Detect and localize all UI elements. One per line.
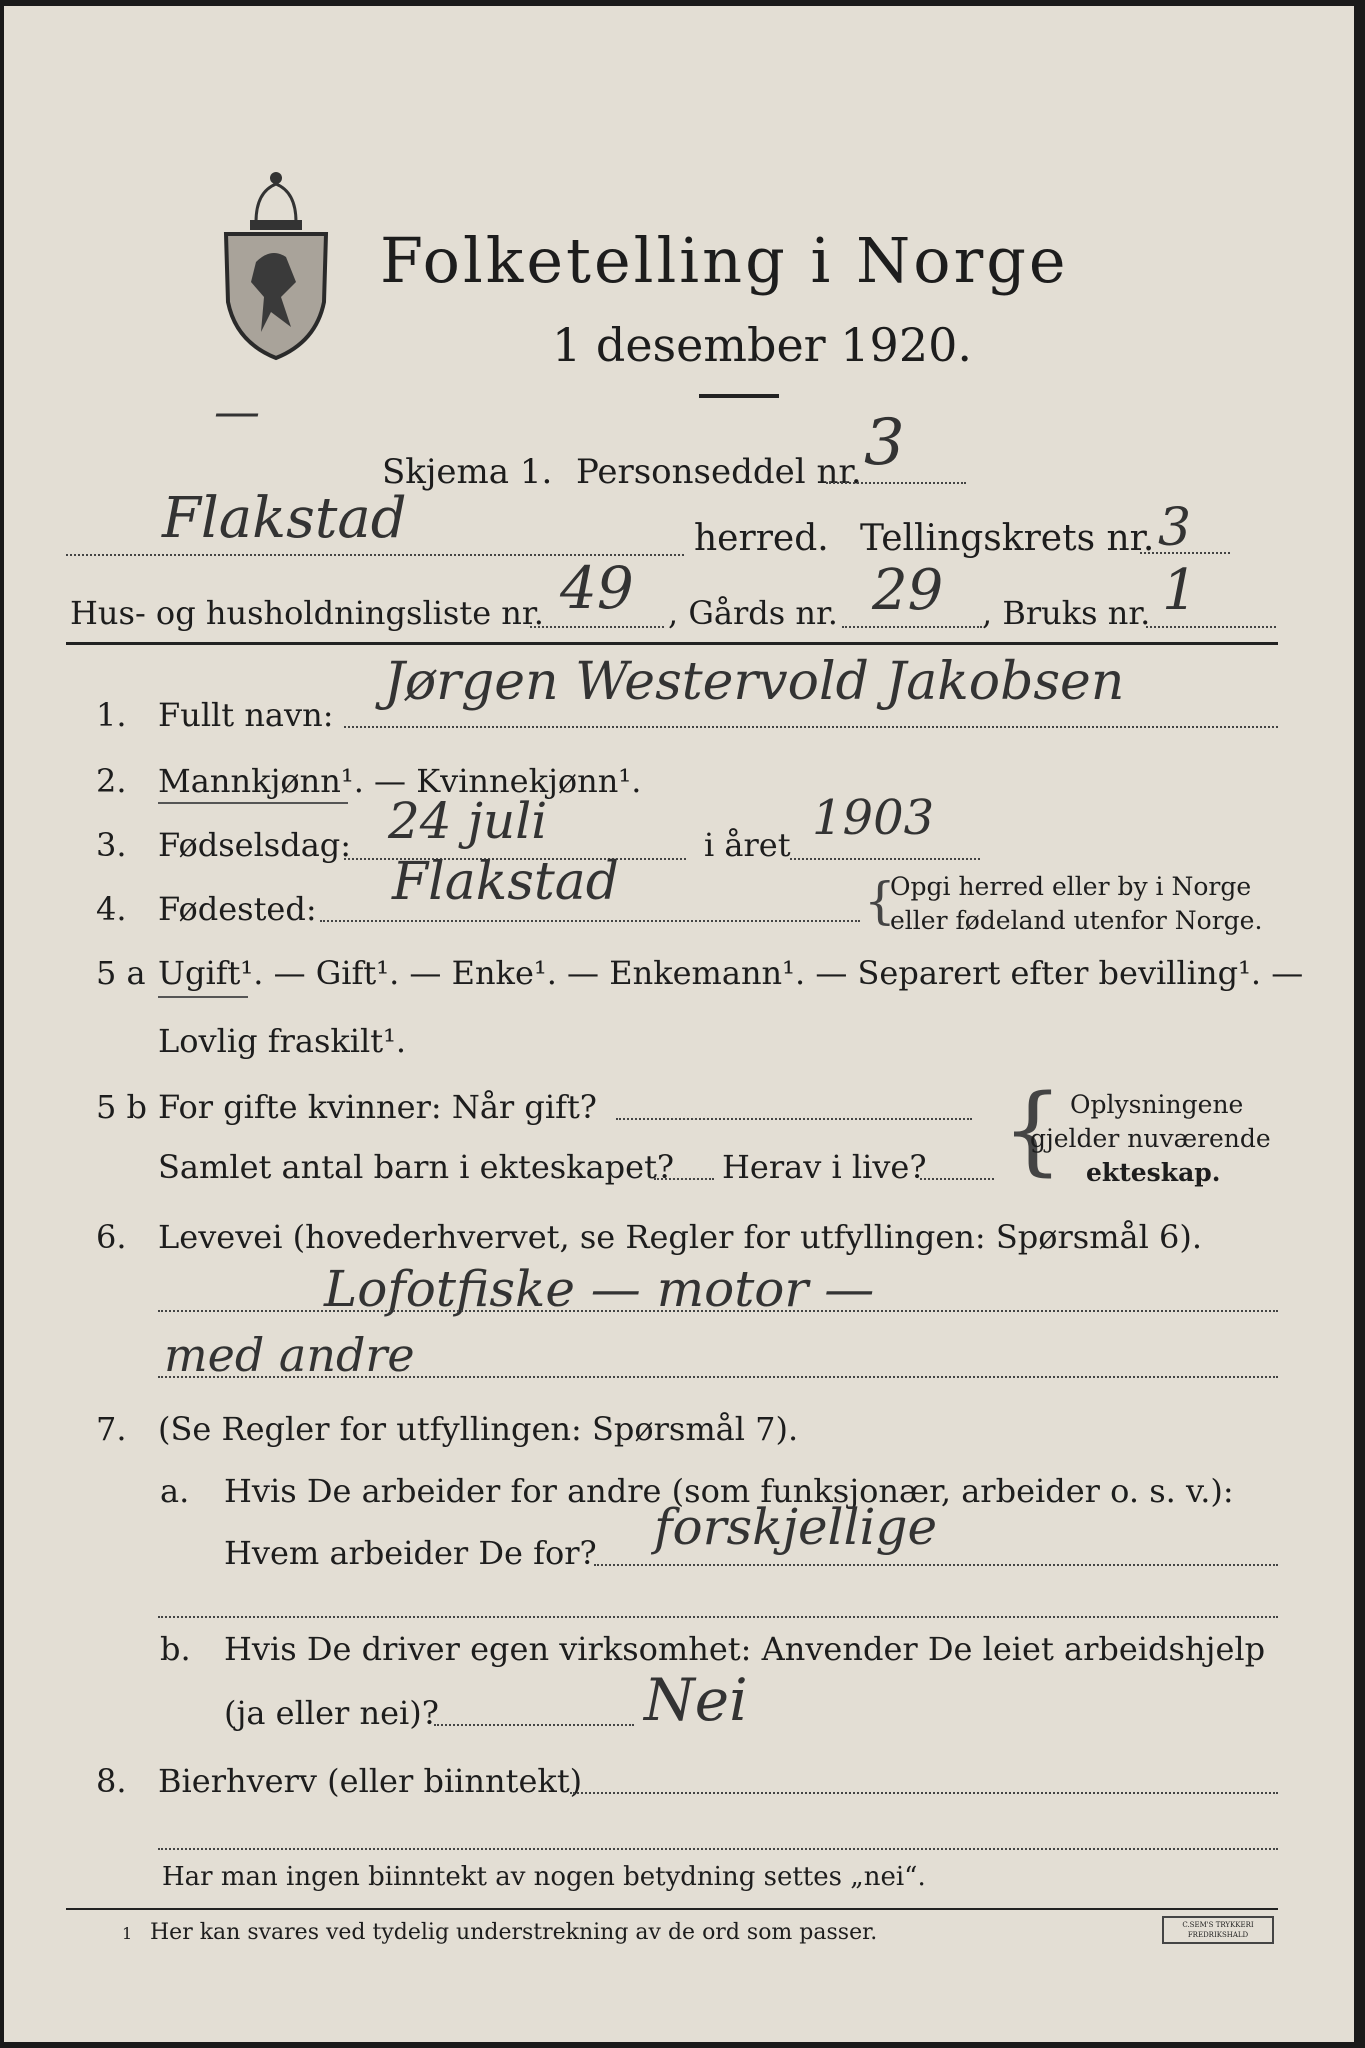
footnote-mark: 1: [122, 1924, 133, 1943]
q5b-note-line2: gjelder nuværende: [1030, 1124, 1271, 1153]
q7a-line1: Hvis De arbeider for andre (som funksjonær, arbeider o. s. v.):: [224, 1472, 1234, 1510]
tellingskrets-label: Tellingskrets nr.: [860, 518, 1155, 559]
herred-strike-mark: —: [214, 384, 260, 438]
q5a-marital-options-line2: Lovlig fraskilt¹.: [158, 1022, 407, 1060]
q5b-line1: For gifte kvinner: Når gift?: [158, 1088, 597, 1126]
q1-number: 1.: [96, 696, 127, 734]
q5b-when-married-line: [616, 1118, 972, 1120]
q7a-line2: Hvem arbeider De for?: [224, 1534, 597, 1572]
q6-occupation-value-line2[interactable]: med andre: [164, 1328, 415, 1382]
header-separator: [66, 642, 1278, 645]
personseddel-value[interactable]: 3: [864, 406, 905, 480]
q2-gender-options: Mannkjønn¹. — Kvinnekjønn¹.: [158, 762, 642, 800]
q1-full-name-value[interactable]: Jørgen Westervold Jakobsen: [384, 652, 1125, 712]
bruks-value[interactable]: 1: [1162, 558, 1198, 623]
husholdningsliste-value[interactable]: 49: [560, 554, 634, 622]
gards-line: [842, 626, 982, 628]
gards-value[interactable]: 29: [872, 558, 944, 623]
q4-label: Fødested:: [158, 890, 317, 928]
personseddel-label: Personseddel nr.: [576, 452, 862, 492]
q4-note-line1: Opgi herred eller by i Norge: [890, 872, 1252, 901]
printer-stamp: [1162, 1916, 1274, 1944]
q8-number: 8.: [96, 1762, 127, 1800]
herred-value[interactable]: Flakstad: [162, 486, 407, 551]
skjema-label: Skjema 1.: [382, 452, 553, 492]
footer-divider: [66, 1908, 1278, 1910]
q4-line: [320, 920, 860, 922]
q8-line1: [570, 1792, 1278, 1794]
q6-line2: [158, 1376, 1278, 1378]
q8-line2: [158, 1848, 1278, 1850]
husholdningsliste-line: [530, 626, 664, 628]
q5b-number: 5 b: [96, 1088, 148, 1126]
q1-label: Fullt navn:: [158, 696, 334, 734]
q5b-note-line1: Oplysningene: [1070, 1090, 1244, 1119]
q7a-letter: a.: [160, 1472, 190, 1510]
form-title: Folketelling i Norge: [380, 224, 1069, 297]
q5b-brace: {: [1002, 1074, 1064, 1186]
q3-label: Fødselsdag:: [158, 826, 352, 864]
q3-year-label: i året: [704, 826, 791, 864]
q2-number: 2.: [96, 762, 127, 800]
q4-birthplace-value[interactable]: Flakstad: [392, 852, 620, 912]
q3-number: 3.: [96, 826, 127, 864]
q7b-line1: Hvis De driver egen virksomhet: Anvender De leiet arbeidshjelp: [224, 1630, 1266, 1668]
husholdningsliste-label: Hus- og husholdningsliste nr.: [70, 594, 544, 632]
norwegian-coat-of-arms-icon: [216, 162, 336, 362]
bruks-label: , Bruks nr.: [982, 594, 1151, 632]
q2-mannkjonn-underline: [158, 802, 348, 804]
q5a-ugift-underline: [158, 996, 248, 998]
q6-occupation-value-line1[interactable]: Lofotfiske — motor —: [324, 1260, 875, 1318]
q5b-note-line3: ekteskap.: [1086, 1158, 1221, 1187]
title-divider: [699, 394, 779, 398]
q5b-alive-line: [920, 1178, 994, 1180]
q4-number: 4.: [96, 890, 127, 928]
bruks-line: [1146, 626, 1276, 628]
q4-brace: {: [864, 872, 896, 930]
q7b-letter: b.: [160, 1630, 191, 1668]
q5a-number: 5 a: [96, 954, 146, 992]
q1-line: [344, 726, 1278, 728]
tellingskrets-value[interactable]: 3: [1158, 498, 1192, 558]
footnote-text: Her kan svares ved tydelig understrekning av de ord som passer.: [150, 1920, 878, 1945]
census-date: 1 desember 1920.: [552, 318, 972, 372]
q5b-line2-children: Samlet antal barn i ekteskapet?: [158, 1148, 675, 1186]
q7a-employer-line: [594, 1564, 1278, 1566]
personseddel-line: [826, 482, 966, 484]
q5b-line2-alive: Herav i live?: [722, 1148, 927, 1186]
q3-year-line: [790, 858, 980, 860]
gards-label: , Gårds nr.: [668, 594, 838, 632]
q6-number: 6.: [96, 1218, 127, 1256]
printer-stamp-text: C.SEM'S TRYKKERI FREDRIKSHALD: [1182, 1921, 1254, 1939]
q5a-marital-options: Ugift¹. — Gift¹. — Enke¹. — Enkemann¹. — Separert efter bevilling¹. —: [158, 954, 1304, 992]
herred-label: herred.: [694, 518, 829, 559]
q7-number: 7.: [96, 1410, 127, 1448]
census-form-page: [4, 6, 1354, 2042]
q7b-answer-value[interactable]: Nei: [644, 1666, 748, 1734]
q7-label: (Se Regler for utfyllingen: Spørsmål 7).: [158, 1410, 799, 1448]
q8-label: Bierhverv (eller biinntekt): [158, 1762, 583, 1800]
footer-note: Har man ingen biinntekt av nogen betydning settes „nei“.: [162, 1862, 926, 1892]
q7a-employer-value[interactable]: forskjellige: [654, 1498, 938, 1556]
q7b-line2: (ja eller nei)?: [224, 1694, 439, 1732]
q3-year-value[interactable]: 1903: [812, 790, 935, 846]
q7a-line2-extra: [158, 1616, 1278, 1618]
q6-line1: [158, 1310, 1278, 1312]
q6-label: Levevei (hovederhvervet, se Regler for utfyllingen: Spørsmål 6).: [158, 1218, 1203, 1256]
q7b-line: [434, 1724, 634, 1726]
q3-birthday-value[interactable]: 24 juli: [388, 792, 548, 850]
q5b-children-line: [654, 1178, 714, 1180]
q4-note-line2: eller fødeland utenfor Norge.: [890, 906, 1263, 935]
